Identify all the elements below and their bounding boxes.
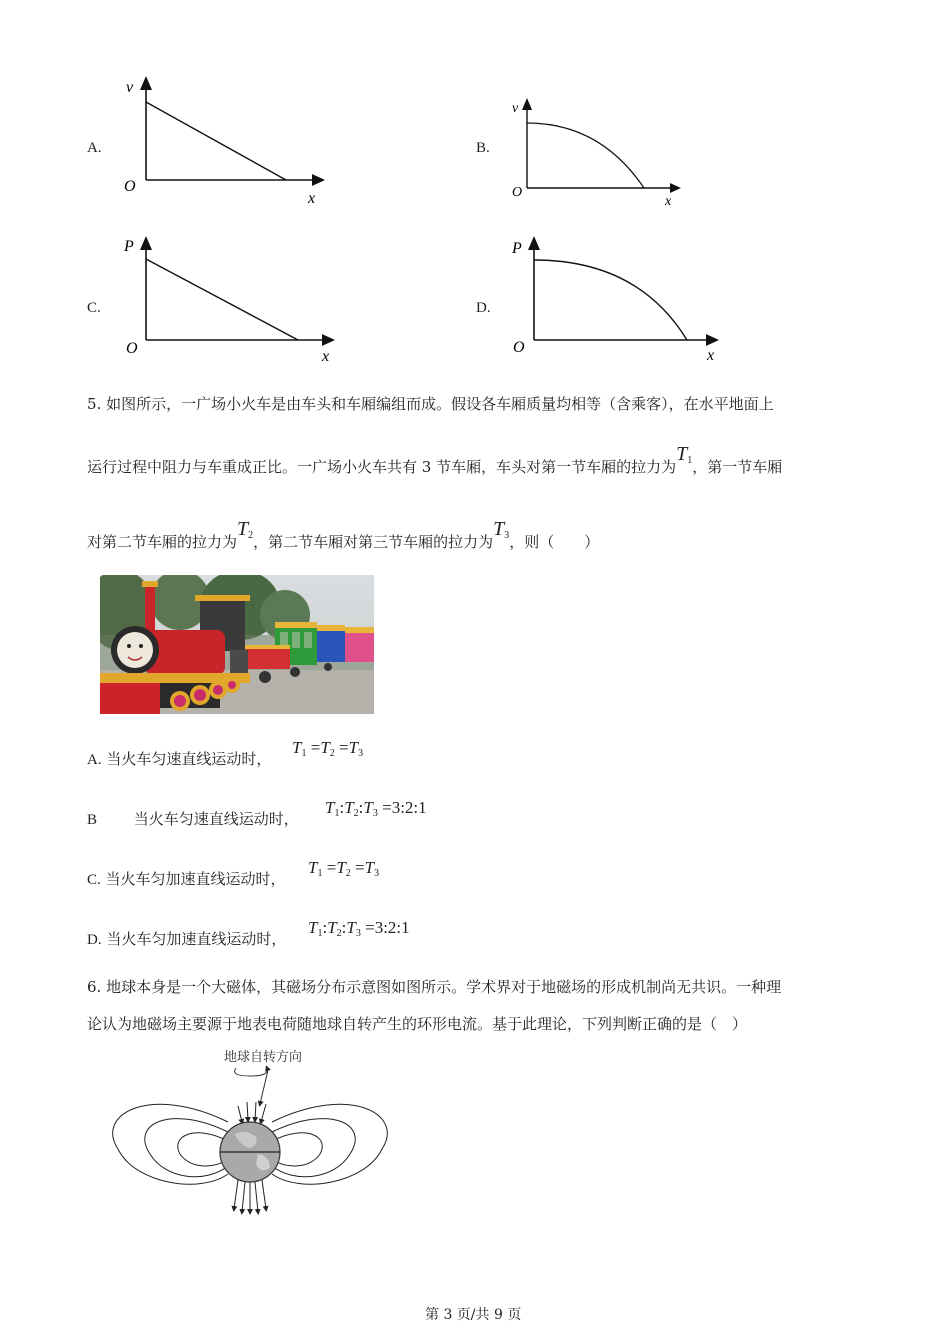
- graph-b-y-label: v: [512, 101, 519, 116]
- graph-c-origin: O: [126, 340, 138, 357]
- train-photo: [100, 575, 374, 714]
- q5-option-b[interactable]: B 当火车匀速直线运动时，: [87, 810, 299, 828]
- q5-line-3-text-b: ，第二节车厢对第三节车厢的拉力为: [253, 533, 494, 551]
- q6-line-2: 论认为地磁场主要源于地表电荷随地球自转产生的环形电流。基于此理论，下列判断正确的是（ ）: [87, 1015, 748, 1033]
- graph-c-label: C.: [87, 300, 101, 316]
- graph-b-v-x: [505, 95, 695, 210]
- q5-option-a[interactable]: A. 当火车匀速直线运动时，: [87, 750, 272, 768]
- q5-line-1: 5. 如图所示，一广场小火车是由车头和车厢编组而成。假设各车厢质量均相等（含乘客），在水平地面上: [87, 395, 774, 413]
- q5-line-2-text-b: ，第一节车厢: [692, 458, 783, 476]
- page-number: 第 3 页/共 9 页: [425, 1307, 522, 1323]
- graph-b-x-label: x: [665, 194, 672, 209]
- option-a-formula: $T_1 =T_2 =T_3$: [292, 738, 364, 759]
- earth-magnetic-field-figure: [110, 1044, 390, 1219]
- q5-line-2-text-a: 运行过程中阻力与车重成正比。一广场小火车共有 3 节车厢，车头对第一节车厢的拉力为: [87, 458, 677, 476]
- graph-b-origin: O: [512, 185, 523, 200]
- option-d-formula: $T_1:T_2:T_3$ =3:2:1: [308, 918, 410, 939]
- q5-option-d[interactable]: D. 当火车匀加速直线运动时，: [87, 930, 287, 948]
- t1-symbol: $T_1$: [676, 443, 693, 466]
- q5-line-2: [87, 443, 783, 480]
- graph-d-y-label: P: [512, 240, 522, 257]
- graph-b-label: B.: [476, 140, 490, 156]
- option-c-text: 当火车匀加速直线运动时，: [105, 870, 286, 888]
- q5-line-3: [87, 518, 600, 555]
- graph-d-label: D.: [476, 300, 491, 316]
- option-a-text: 当火车匀速直线运动时，: [106, 750, 272, 768]
- graph-a-origin: O: [124, 178, 136, 195]
- graph-a-y-label: v: [126, 79, 134, 96]
- q5-line-3-text-c: ，则（ ）: [509, 533, 600, 551]
- q5-option-c[interactable]: C. 当火车匀加速直线运动时，: [87, 870, 286, 888]
- option-b-formula: $T_1:T_2:T_3$ =3:2:1: [325, 798, 427, 819]
- q5-line-3-text-a: 对第二节车厢的拉力为: [87, 533, 238, 551]
- graph-a-x-label: x: [308, 190, 316, 207]
- t2-symbol: $T_2$: [237, 518, 254, 541]
- graph-d-p-x: [503, 230, 733, 370]
- option-c-formula: $T_1 =T_2 =T_3$: [308, 858, 380, 879]
- graph-c-p-x: [115, 230, 345, 370]
- option-d-text: 当火车匀加速直线运动时，: [106, 930, 287, 948]
- rotation-direction-label: 地球自转方向: [224, 1050, 303, 1065]
- graph-d-origin: O: [513, 339, 525, 356]
- graph-c-y-label: P: [124, 238, 134, 255]
- graph-d-x-label: x: [707, 347, 715, 364]
- option-b-text: 当火车匀速直线运动时，: [133, 810, 299, 828]
- graph-a-v-x: [115, 70, 335, 210]
- graph-a-label: A.: [87, 140, 102, 156]
- graph-c-x-label: x: [322, 348, 330, 365]
- q6-line-1: 6. 地球本身是一个大磁体，其磁场分布示意图如图所示。学术界对于地磁场的形成机制尚无共识。一种理: [87, 978, 782, 996]
- t3-symbol: $T_3$: [493, 518, 510, 541]
